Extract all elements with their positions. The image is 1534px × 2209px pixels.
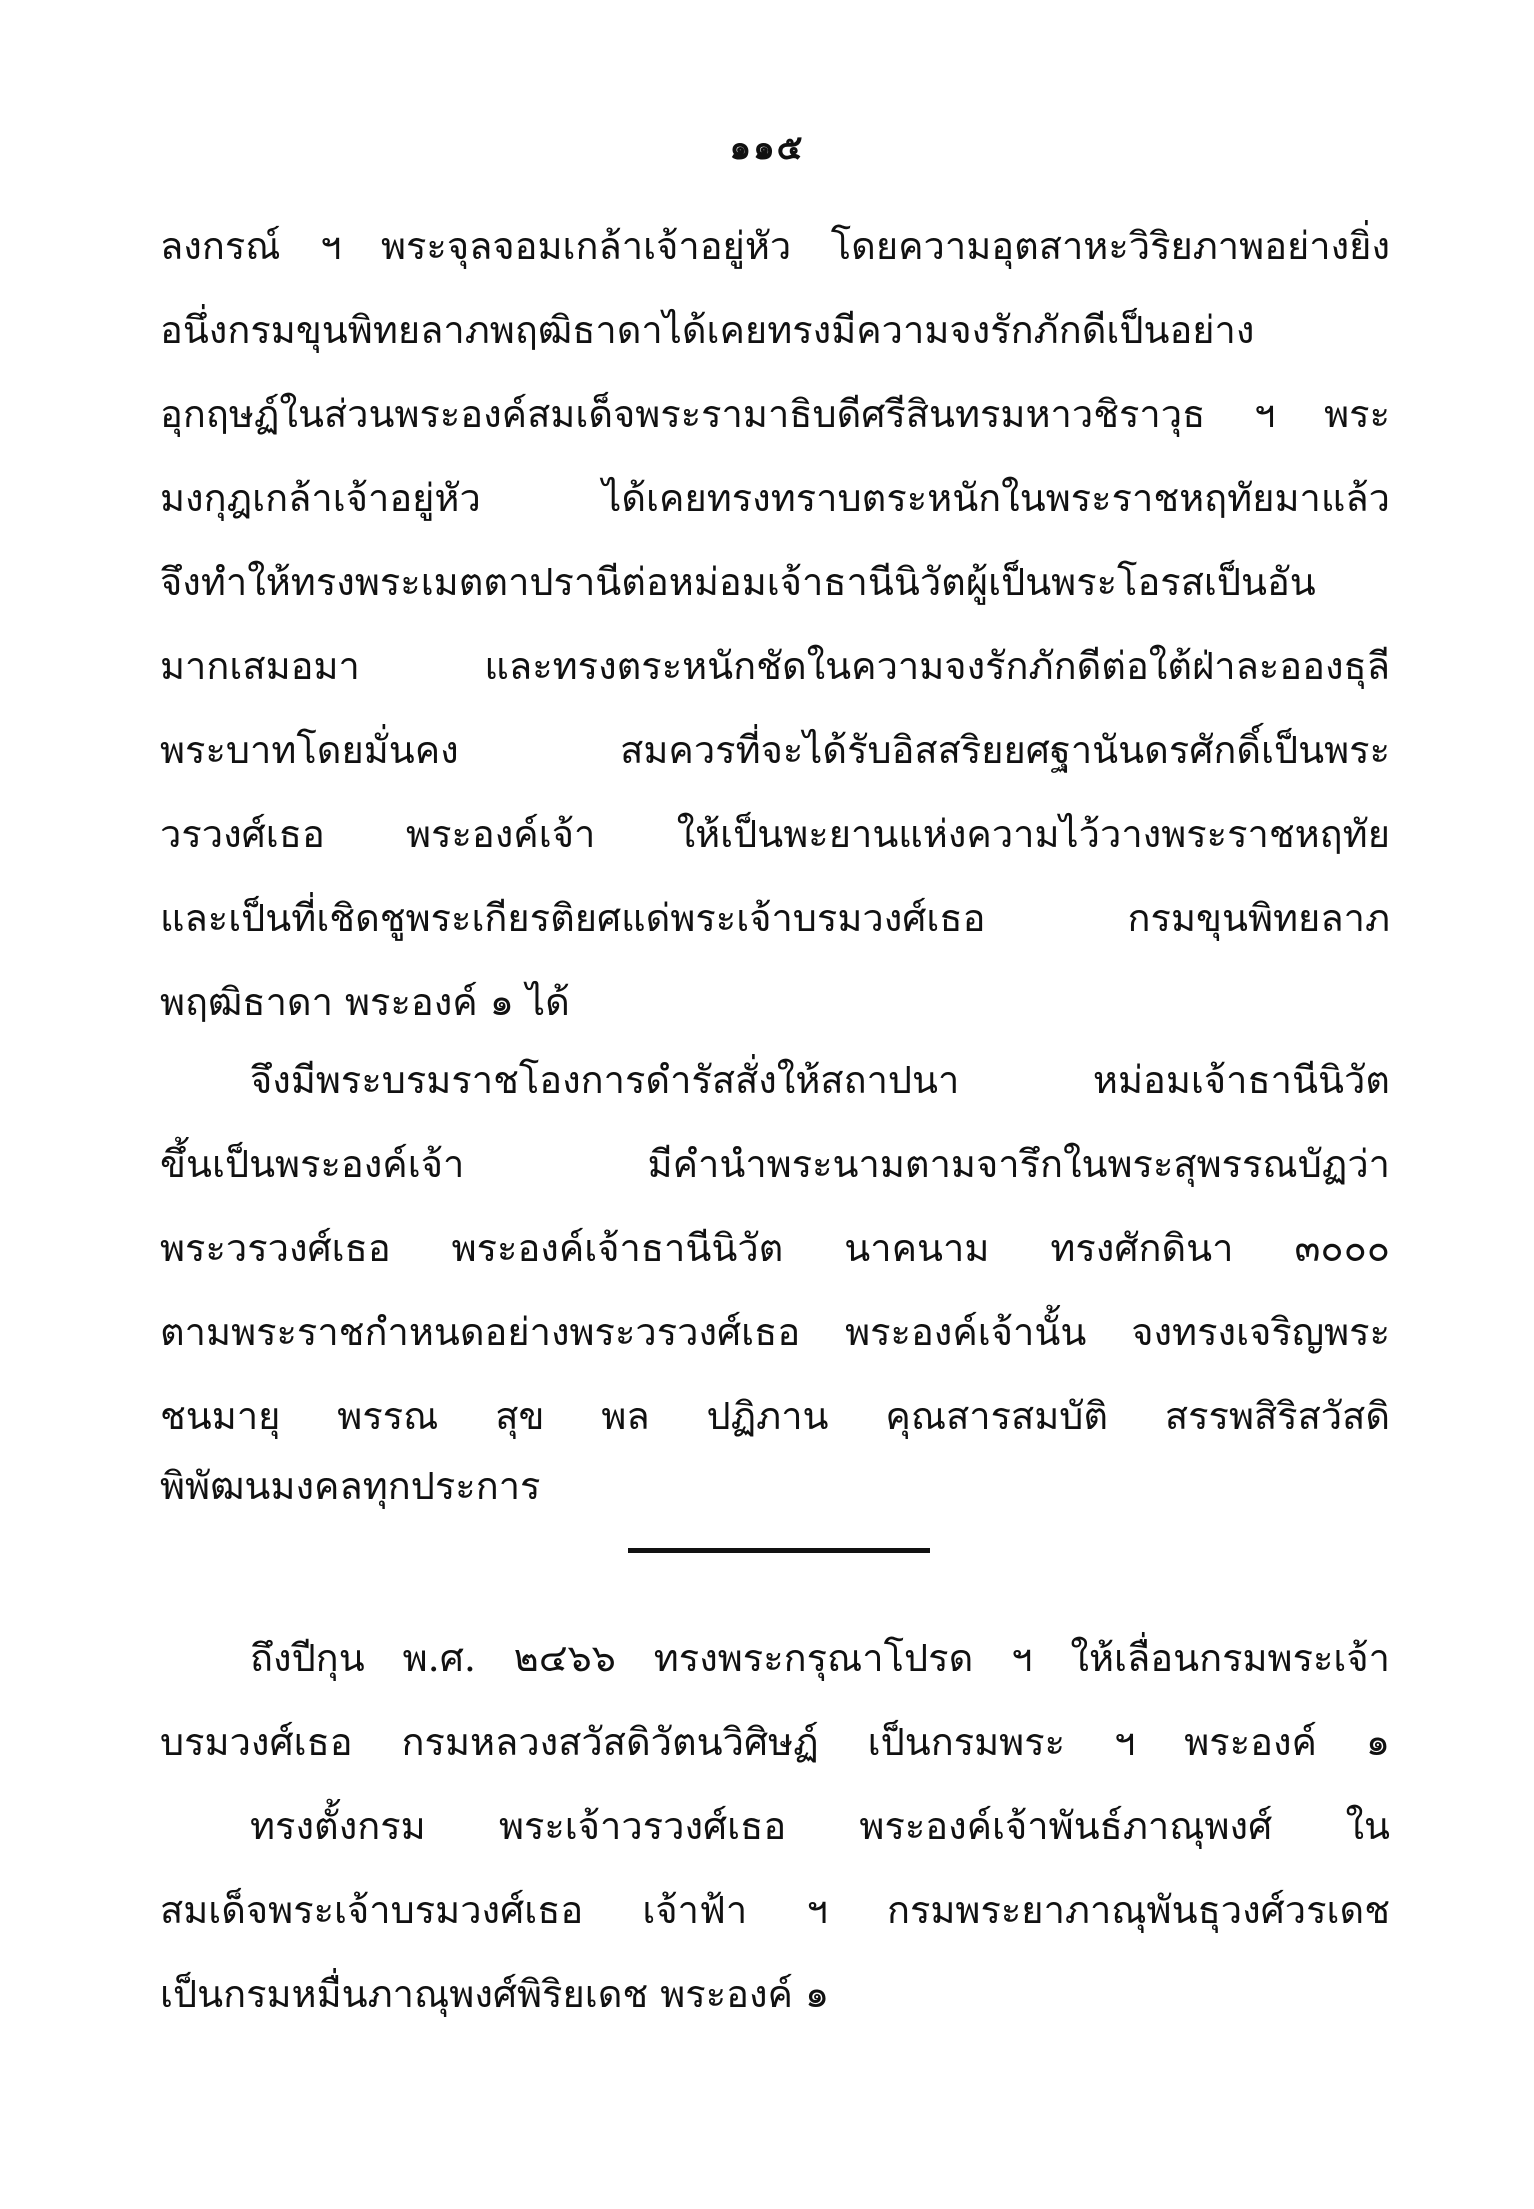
paragraph-line: มงกุฎเกล้าเจ้าอยู่หัว ได้เคยทรงทราบตระหนักในพระราชหฤทัยมาแล้ว: [160, 476, 1390, 520]
paragraph-line: จึงมีพระบรมราชโองการดำรัสสั่งให้สถาปนา หม่อมเจ้าธานีนิวัต: [250, 1058, 1390, 1102]
paragraph-line: อนึ่งกรมขุนพิทยลาภพฤฒิธาดาได้เคยทรงมีความจงรักภักดีเป็นอย่าง: [160, 308, 1255, 352]
page-number: ๑๑๕: [729, 128, 805, 168]
paragraph-line: อุกฤษฏ์ในส่วนพระองค์สมเด็จพระรามาธิบดีศรีสินทรมหาวชิราวุธ ฯ พระ: [160, 392, 1390, 436]
paragraph-line: ตามพระราชกำหนดอย่างพระวรวงศ์เธอ พระองค์เจ้านั้น จงทรงเจริญพระ: [160, 1310, 1390, 1354]
paragraph-line: สมเด็จพระเจ้าบรมวงศ์เธอ เจ้าฟ้า ฯ กรมพระยาภาณุพันธุวงศ์วรเดช: [160, 1888, 1390, 1932]
paragraph-line: ขึ้นเป็นพระองค์เจ้า มีคำนำพระนามตามจารึกในพระสุพรรณบัฏว่า: [160, 1142, 1390, 1186]
paragraph-line: พระวรวงศ์เธอ พระองค์เจ้าธานีนิวัต นาคนาม ทรงศักดินา ๓๐๐๐: [160, 1226, 1390, 1270]
paragraph-line: วรวงศ์เธอ พระองค์เจ้า ให้เป็นพะยานแห่งความไว้วางพระราชหฤทัย: [160, 812, 1390, 856]
paragraph-line: บรมวงศ์เธอ กรมหลวงสวัสดิวัตนวิศิษฏ์ เป็นกรมพระ ฯ พระองค์ ๑: [160, 1720, 1390, 1764]
paragraph-line: และเป็นที่เชิดชูพระเกียรติยศแด่พระเจ้าบรมวงศ์เธอ กรมขุนพิทยลาภ: [160, 896, 1390, 940]
paragraph-line: พฤฒิธาดา พระองค์ ๑ ได้: [160, 980, 570, 1024]
paragraph-line: จึงทำให้ทรงพระเมตตาปรานีต่อหม่อมเจ้าธานีนิวัตผู้เป็นพระโอรสเป็นอัน: [160, 560, 1316, 604]
paragraph-line: พระบาทโดยมั่นคง สมควรที่จะได้รับอิสสริยยศฐานันดรศักดิ์เป็นพระ: [160, 728, 1390, 772]
paragraph-line: มากเสมอมา และทรงตระหนักชัดในความจงรักภักดีต่อใต้ฝ่าละอองธุลี: [160, 644, 1390, 688]
paragraph-line: ถึงปีกุน พ.ศ. ๒๔๖๖ ทรงพระกรุณาโปรด ฯ ให้เลื่อนกรมพระเจ้า: [250, 1636, 1390, 1680]
paragraph-line: เป็นกรมหมื่นภาณุพงศ์พิริยเดช พระองค์ ๑: [160, 1972, 830, 2016]
paragraph-line: พิพัฒนมงคลทุกประการ: [160, 1464, 541, 1508]
paragraph-line: ชนมายุ พรรณ สุข พล ปฏิภาน คุณสารสมบัติ สรรพสิริสวัสดิ: [160, 1394, 1390, 1438]
paragraph-line: ลงกรณ์ ฯ พระจุลจอมเกล้าเจ้าอยู่หัว โดยความอุตสาหะวิริยภาพอย่างยิ่ง: [160, 224, 1390, 268]
section-divider: [628, 1548, 930, 1553]
paragraph-line: ทรงตั้งกรม พระเจ้าวรวงศ์เธอ พระองค์เจ้าพันธ์ภาณุพงศ์ ใน: [250, 1804, 1390, 1848]
